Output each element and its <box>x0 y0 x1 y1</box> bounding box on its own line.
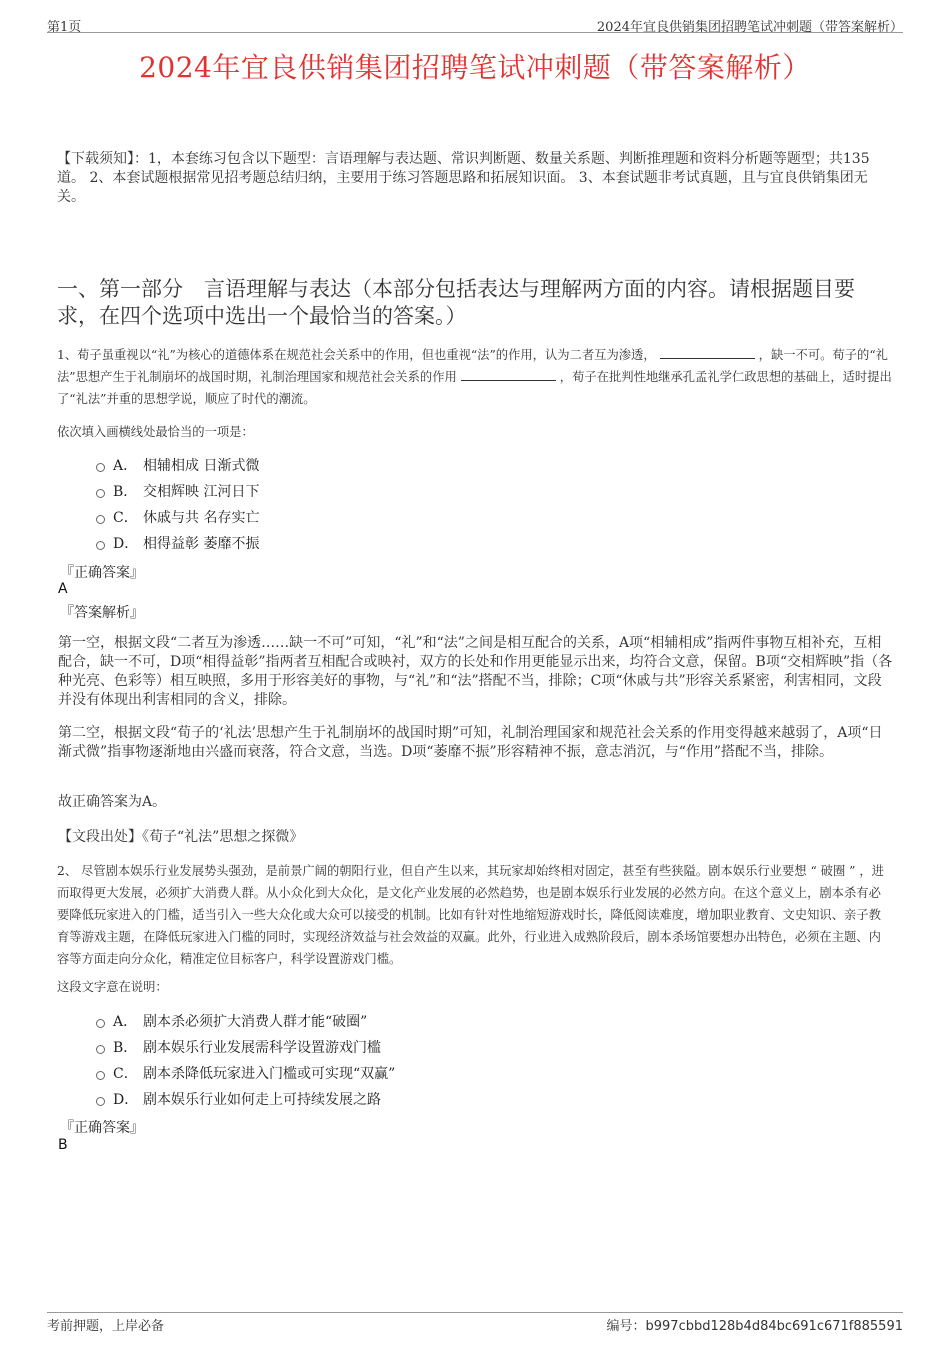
question-2-options <box>96 1008 395 1112</box>
question-1-text: 1、荀子虽重视以“礼”为核心的道德体系在规范社会关系中的作用，但也重视“法”的作用，认为二者互为渗透， ，缺一不可。荀子的“礼法”思想产生于礼制崩坏的战国时期，礼制治理国家和规范社会关系的作用 ，荀子在批判性地继承孔孟礼学仁政思想的基础上，适时提出了“礼法”并重的思想学说，顺应了时代的潮流。 <box>57 348 892 406</box>
radio-icon[interactable] <box>96 489 105 498</box>
analysis-conclusion: 故正确答案为A。 <box>58 794 167 810</box>
radio-icon[interactable] <box>96 1019 105 1028</box>
question-1-stem: 依次填入画横线处最恰当的一项是： <box>57 425 254 439</box>
document-title: 2024年宜良供销集团招聘笔试冲刺题（带答案解析） <box>139 51 811 84</box>
answer-blank <box>660 346 755 359</box>
passage-source: 【文段出处】《荀子“礼法”思想之探微》 <box>58 829 304 845</box>
option-c[interactable]: C． 休戚与共 名存实亡 <box>96 504 259 530</box>
radio-icon[interactable] <box>96 463 105 472</box>
page-header <box>47 14 903 33</box>
radio-icon[interactable] <box>96 515 105 524</box>
question-2-text: 2、 尽管剧本娱乐行业发展势头强劲，是前景广阔的朝阳行业，但自产生以来，其玩家却始终相对固定，甚至有些狭隘。剧本娱乐行业要想 “ 破圈 ” ，进而取得更大发展，必须扩大消费人群。从小众化到大众化，是文化产业发展的必然趋势，也是剧本娱乐行业发展的必然方向。在这个意义上，剧本杀有必要降低玩家进入的门槛，适当引入一些大众化或大众可以接受的机制。比如有针对性地缩短游戏时长，降低阅读难度，增加职业教育、文史知识、亲子教育等游戏主题，在降低玩家进入门槛的同时，实现经济效益与社会效益的双赢。此外，行业进入成熟阶段后，剧本杀场馆要想办出特色，必须在主题、内容等方面走向分众化，精准定位目标客户，科学设置游戏门槛。 <box>57 864 884 966</box>
analysis-paragraph-2: 第二空，根据文段“荀子的‘礼法’思想产生于礼制崩坏的战国时期”可知，礼制治理国家和规范社会关系的作用变得越来越弱了，A项“日渐式微”指事物逐渐地由兴盛而衰落，符合文意，当选。D项“萎靡不振”形容精神不振，意志消沉，与“作用”搭配不当，排除。 <box>58 725 883 760</box>
answer-label: 『正确答案』 <box>60 565 144 581</box>
section-heading: 一、第一部分 言语理解与表达（本部分包括表达与理解两方面的内容。请根据题目要求，在四个选项中选出一个最恰当的答案。） <box>57 277 855 328</box>
answer-blank <box>461 368 556 381</box>
answer-value: B <box>58 1137 68 1153</box>
option-a[interactable]: A． 剧本杀必须扩大消费人群才能“破圈” <box>96 1008 395 1034</box>
page-number: 第1页 <box>47 20 82 35</box>
answer-label: 『正确答案』 <box>60 1120 144 1136</box>
option-d[interactable]: D． 相得益彰 萎靡不振 <box>96 530 259 556</box>
answer-value: A <box>58 581 68 597</box>
radio-icon[interactable] <box>96 1097 105 1106</box>
header-doc-title: 2024年宜良供销集团招聘笔试冲刺题（带答案解析） <box>596 20 903 35</box>
option-a[interactable]: A． 相辅相成 日渐式微 <box>96 452 259 478</box>
option-b[interactable]: B． 交相辉映 江河日下 <box>96 478 259 504</box>
page-footer <box>47 1312 903 1333</box>
document-code: 编号：b997cbbd128b4d84bc691c671f885591 <box>606 1319 903 1334</box>
option-c[interactable]: C． 剧本杀降低玩家进入门槛或可实现“双赢” <box>96 1060 395 1086</box>
question-2-stem: 这段文字意在说明： <box>57 980 168 994</box>
radio-icon[interactable] <box>96 1045 105 1054</box>
analysis-label: 『答案解析』 <box>60 605 144 621</box>
option-d[interactable]: D． 剧本娱乐行业如何走上可持续发展之路 <box>96 1086 395 1112</box>
option-b[interactable]: B． 剧本娱乐行业发展需科学设置游戏门槛 <box>96 1034 395 1060</box>
radio-icon[interactable] <box>96 1071 105 1080</box>
radio-icon[interactable] <box>96 541 105 550</box>
footer-slogan: 考前押题，上岸必备 <box>47 1319 165 1334</box>
question-1-options <box>96 452 259 556</box>
analysis-paragraph-1: 第一空，根据文段“二者互为渗透……缺一不可”可知，“礼”和“法”之间是相互配合的关系，A项“相辅相成”指两件事物互相补充，互相配合，缺一不可，D项“相得益彰”指两者互相配合或映衬，双方的长处和作用更能显示出来，均符合文意，保留。B项“交相辉映”指（各种光亮、色彩等）相互映照，多用于形容美好的事物，与“礼”和“法”搭配不当，排除；C项“休戚与共”形容关系紧密，利害相同，文段并没有体现出利害相同的含义，排除。 <box>58 635 893 708</box>
download-notice: 【下载须知】：1，本套练习包含以下题型：言语理解与表达题、常识判断题、数量关系题、判断推理题和资料分析题等题型；共135道。 2、本套试题根据常见招考题总结归纳，主要用于练习答题思路和拓展知识面。 3、本套试题非考试真题，且与宜良供销集团无关。 <box>57 151 870 205</box>
